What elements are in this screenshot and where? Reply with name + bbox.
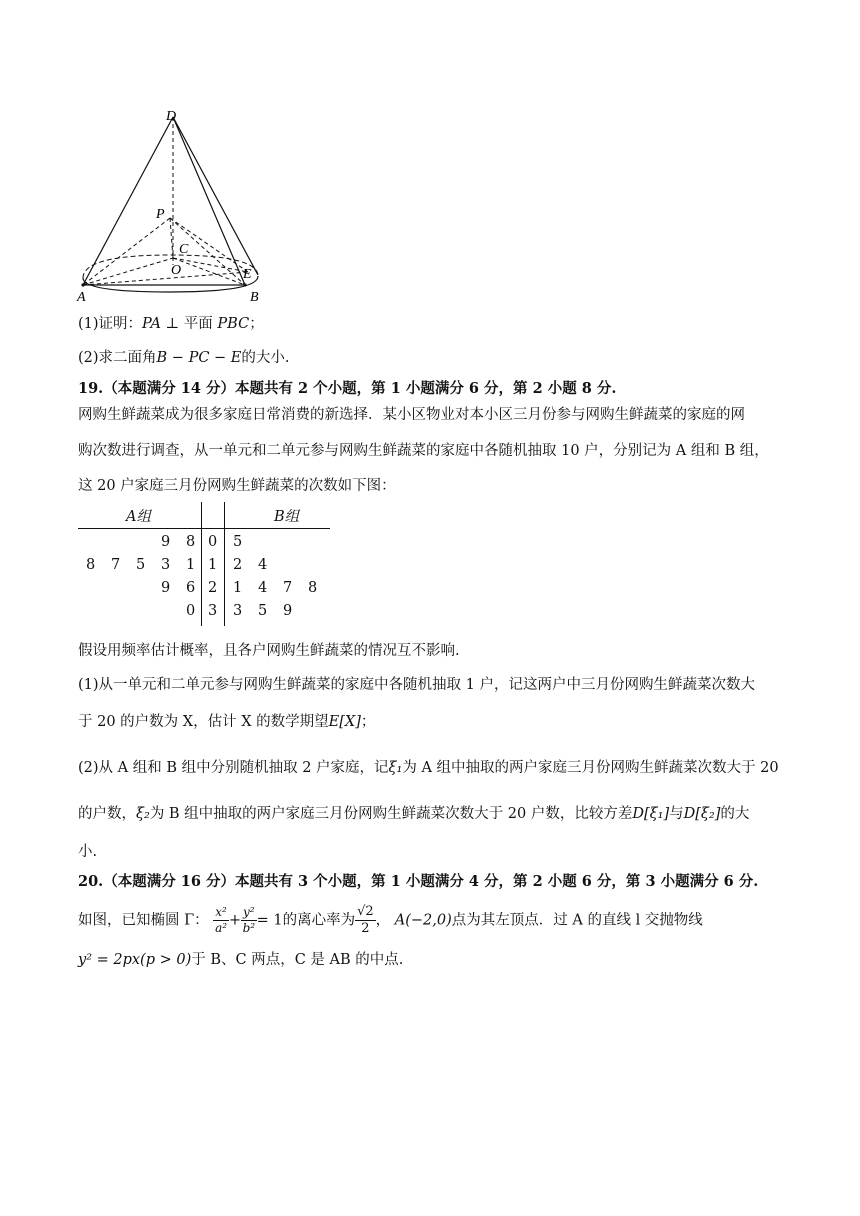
frac-y2-b2: $\frac{\text{y²}}{\text{b²}}$ xyxy=(242,905,256,935)
q20-line1: 如图，已知椭圆 Γ： $\frac{\text{x²}}{\text{a²}}$ + $\frac{\text{y²}}{\text{b²}}$ = 1的离心率为 $\frac{√2}{2}$ ， A(−2,0)点为其左顶点．过 A 的直线 l 交抛物线 xyxy=(78,904,703,936)
stem-value: 0 xyxy=(208,534,218,550)
stem-left-header: A组 xyxy=(126,509,151,525)
q19-intro-1: 网购生鲜蔬菜成为很多家庭日常消费的新选择．某小区物业对本小区三月份参与网购生鲜蔬菜的家庭的网 xyxy=(78,407,745,423)
q19-intro-2: 购次数进行调查，从一单元和二单元参与网购生鲜蔬菜的家庭中各随机抽取 10 户，分别记为 A 组和 B 组， xyxy=(78,443,769,459)
stem-value: 3 xyxy=(208,603,218,619)
label-B: B xyxy=(250,290,259,305)
edge-DA xyxy=(83,117,173,285)
stem-right-header: B组 xyxy=(274,509,300,525)
label-E: E xyxy=(243,267,252,282)
leaf-right: 7 xyxy=(283,580,293,596)
leaf-left: 3 xyxy=(161,557,171,573)
leaf-left: 9 xyxy=(161,534,171,550)
leaf-right: 5 xyxy=(233,534,243,550)
leaf-left: 9 xyxy=(161,580,171,596)
label-O: O xyxy=(171,263,182,278)
leaf-left: 0 xyxy=(186,603,196,619)
q18-part1: (1)证明：PA ⊥ 平面 PBC； xyxy=(78,316,264,332)
q20-line2: y² = 2px(p > 0)于 B、C 两点，C 是 AB 的中点. xyxy=(78,952,404,968)
cone-figure xyxy=(70,100,280,310)
q19-p2-line2: 的户数，ξ₂为 B 组中抽取的两户家庭三月份网购生鲜蔬菜次数大于 20 户数，比较方差D[ξ₁]与D[ξ₂]的大 xyxy=(78,806,750,822)
label-P: P xyxy=(156,207,165,222)
leaf-left: 5 xyxy=(136,557,146,573)
leaf-right: 2 xyxy=(233,557,243,573)
q19-p2-line3: 小. xyxy=(78,844,98,860)
leaf-right: 5 xyxy=(258,603,268,619)
leaf-right: 9 xyxy=(283,603,293,619)
q19-p1-line2: 于 20 的户数为 X，估计 X 的数学期望E[X]； xyxy=(78,714,376,730)
leaf-left: 8 xyxy=(186,534,196,550)
q18-part2: (2)求二面角B − PC − E的大小. xyxy=(78,350,290,366)
leaf-right: 4 xyxy=(258,557,268,573)
seg-PA xyxy=(83,218,170,285)
frac-x2-a2: $\frac{\text{x²}}{\text{a²}}$ xyxy=(215,905,228,935)
label-A: A xyxy=(77,290,86,305)
frac-sqrt2-2: $\frac{√2}{2}$ xyxy=(357,904,374,936)
leaf-left: 7 xyxy=(111,557,121,573)
leaf-left: 8 xyxy=(86,557,96,573)
seg-AC xyxy=(83,258,173,285)
q19-intro-3: 这 20 户家庭三月份网购生鲜蔬菜的次数如下图： xyxy=(78,478,396,494)
leaf-right: 4 xyxy=(258,580,268,596)
label-D: D xyxy=(166,109,177,124)
stem-value: 2 xyxy=(208,580,218,596)
leaf-right: 8 xyxy=(308,580,318,596)
seg-AE xyxy=(83,272,248,285)
leaf-right: 1 xyxy=(233,580,243,596)
q19-p1-line1: (1)从一单元和二单元参与网购生鲜蔬菜的家庭中各随机抽取 1 户，记这两户中三月份网购生鲜蔬菜次数大 xyxy=(78,677,755,693)
q19-header: 19.（本题满分 14 分）本题共有 2 个小题，第 1 小题满分 6 分，第 2 小题 8 分. xyxy=(78,380,617,397)
q20-header: 20.（本题满分 16 分）本题共有 3 个小题，第 1 小题满分 4 分，第 2 小题 6 分，第 3 小题满分 6 分. xyxy=(78,873,759,890)
q19-p2-line1: (2)从 A 组和 B 组中分别随机抽取 2 户家庭，记ξ₁为 A 组中抽取的两户家庭三月份网购生鲜蔬菜次数大于 20 xyxy=(78,760,779,776)
q19-assume: 假设用频率估计概率，且各户网购生鲜蔬菜的情况互不影响. xyxy=(78,643,460,659)
label-C: C xyxy=(179,242,189,257)
leaf-left: 1 xyxy=(186,557,196,573)
stem-leaf-table xyxy=(78,500,338,630)
leaf-right: 3 xyxy=(233,603,243,619)
leaf-left: 6 xyxy=(186,580,196,596)
stem-value: 1 xyxy=(208,557,218,573)
